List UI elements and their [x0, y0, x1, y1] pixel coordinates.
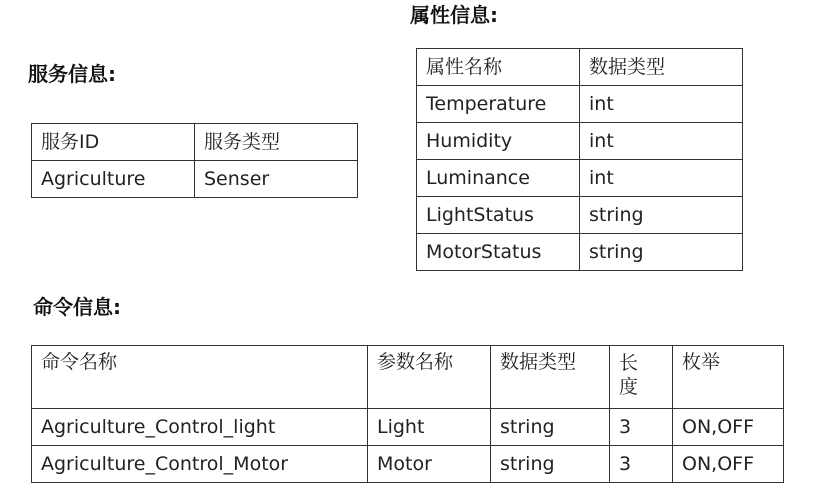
table-cell: string	[580, 197, 743, 234]
property-info-heading: 属性信息:	[410, 3, 498, 27]
table-header-row	[417, 49, 743, 86]
table-cell: Senser	[195, 161, 358, 198]
table-cell: Luminance	[417, 160, 580, 197]
table-cell: int	[580, 123, 743, 160]
header-cell-service-id: 服务ID	[32, 124, 195, 161]
header-cell-property-name: 属性名称	[417, 49, 580, 86]
table-header-row	[32, 124, 358, 161]
table-row	[417, 234, 743, 271]
service-info-heading: 服务信息:	[28, 62, 116, 86]
table-cell: Light	[368, 409, 491, 446]
table-row	[32, 446, 784, 483]
table-header-row	[32, 346, 784, 409]
command-info-heading: 命令信息:	[33, 295, 121, 319]
header-cell-service-type: 服务类型	[195, 124, 358, 161]
table-row	[32, 161, 358, 198]
table-cell: Agriculture_Control_light	[32, 409, 368, 446]
service-info-table	[31, 123, 358, 198]
table-cell: Motor	[368, 446, 491, 483]
table-cell: Humidity	[417, 123, 580, 160]
table-cell: Temperature	[417, 86, 580, 123]
table-row	[417, 197, 743, 234]
table-cell: MotorStatus	[417, 234, 580, 271]
header-cell-enum: 枚举	[673, 346, 784, 409]
table-cell: int	[580, 160, 743, 197]
header-cell-data-type: 数据类型	[491, 346, 610, 409]
table-cell: LightStatus	[417, 197, 580, 234]
header-cell-data-type: 数据类型	[580, 49, 743, 86]
header-cell-param-name: 参数名称	[368, 346, 491, 409]
table-cell: string	[491, 446, 610, 483]
table-cell: string	[491, 409, 610, 446]
table-cell: 3	[610, 409, 673, 446]
table-cell: Agriculture	[32, 161, 195, 198]
table-cell: ON,OFF	[673, 446, 784, 483]
table-row	[417, 123, 743, 160]
table-cell: int	[580, 86, 743, 123]
table-row	[417, 160, 743, 197]
property-info-table	[416, 48, 743, 271]
table-cell: ON,OFF	[673, 409, 784, 446]
table-row	[417, 86, 743, 123]
table-row	[32, 409, 784, 446]
header-cell-command-name: 命令名称	[32, 346, 368, 409]
table-cell: Agriculture_Control_Motor	[32, 446, 368, 483]
table-cell: 3	[610, 446, 673, 483]
command-info-table	[31, 345, 784, 483]
header-cell-length	[610, 346, 673, 409]
table-cell: string	[580, 234, 743, 271]
header-length-text: 长 度	[619, 352, 639, 398]
